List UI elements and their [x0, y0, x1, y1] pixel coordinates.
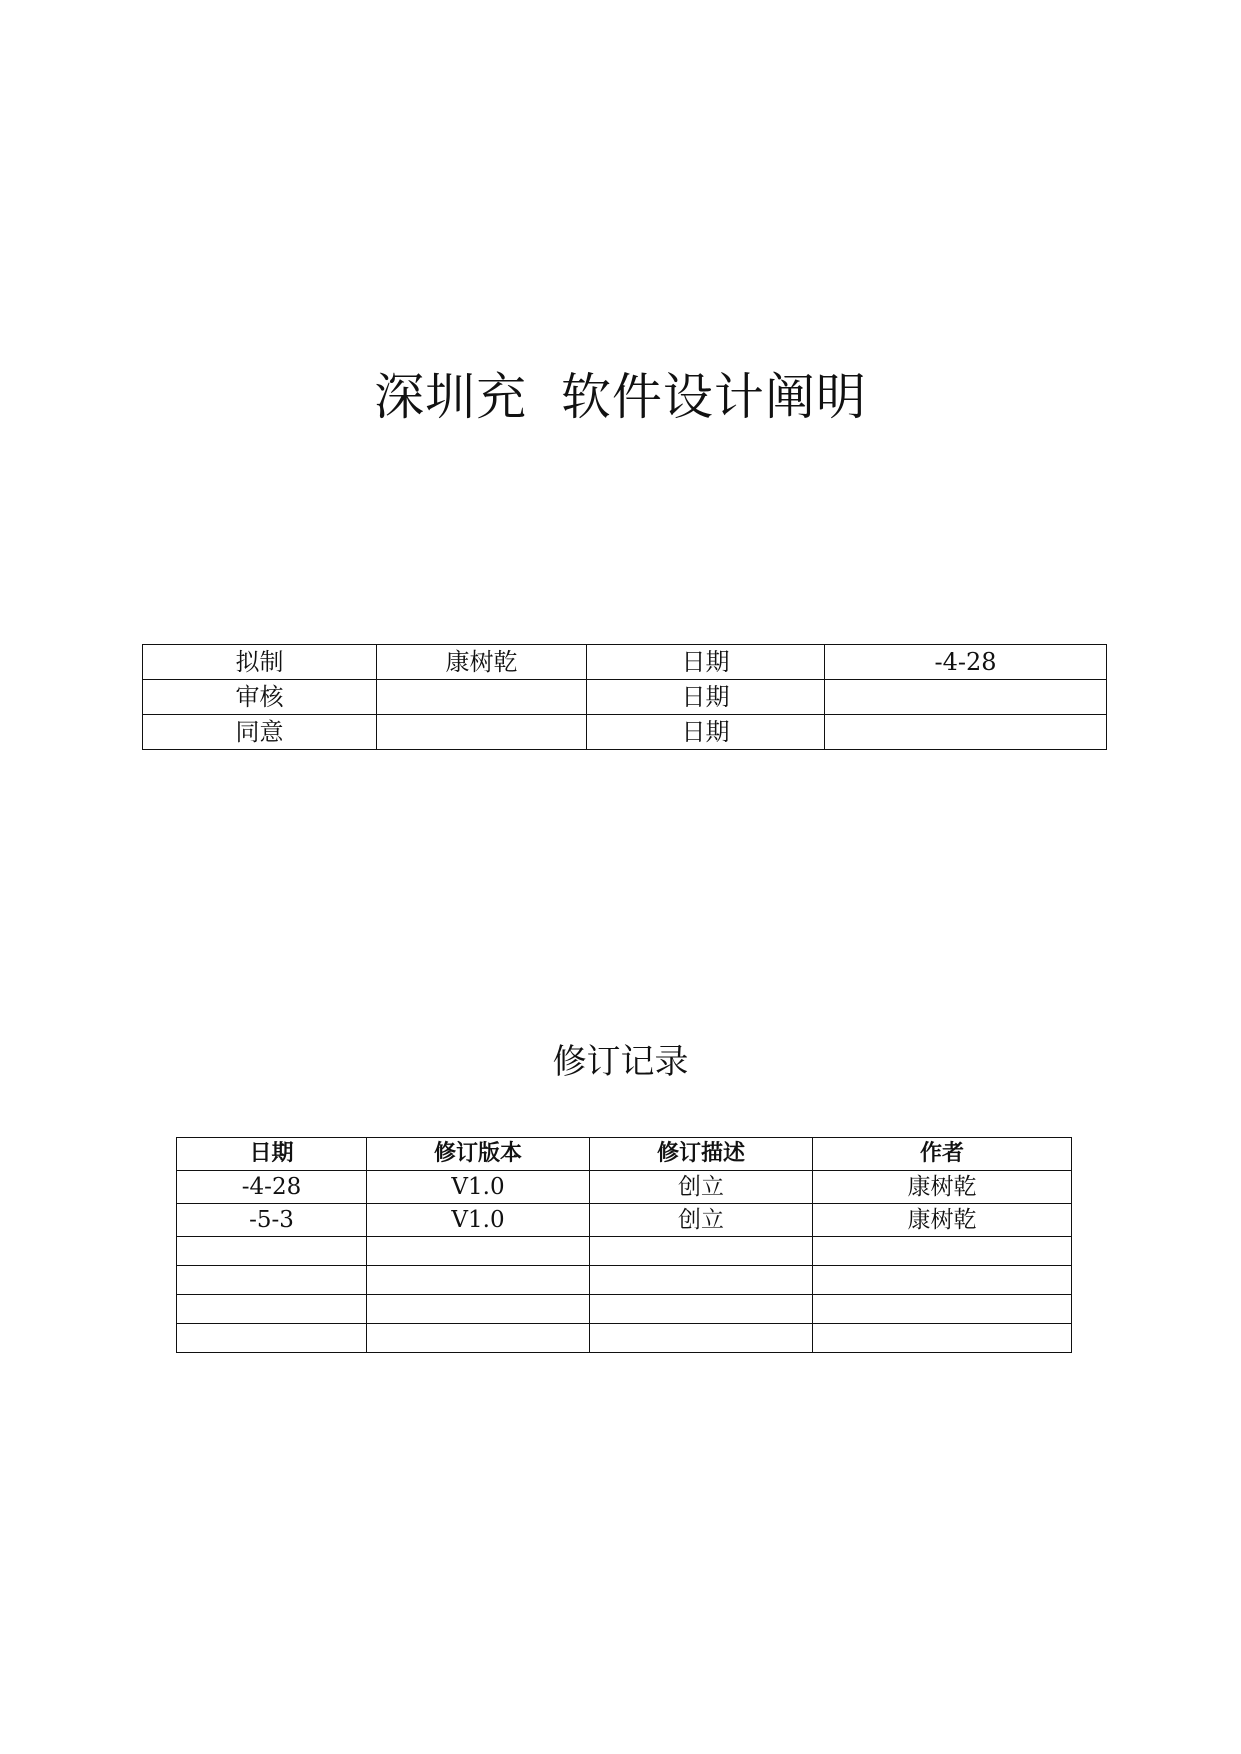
approval-date: [825, 680, 1107, 715]
revision-header-version: 修订版本: [367, 1138, 590, 1171]
approval-row-reviewed: [143, 680, 1107, 715]
revision-row: [177, 1324, 1072, 1353]
revision-description: [590, 1266, 813, 1295]
revision-author: [813, 1266, 1072, 1295]
revision-row: [177, 1204, 1072, 1237]
revision-author: 康树乾: [813, 1171, 1072, 1204]
revision-header-description: 修订描述: [590, 1138, 813, 1171]
revision-date: -5-3: [177, 1204, 367, 1237]
document-title-part1: 深圳充: [374, 368, 528, 426]
revision-author: [813, 1237, 1072, 1266]
approval-name: [377, 715, 587, 750]
revision-version: V1.0: [367, 1204, 590, 1237]
revision-date: [177, 1266, 367, 1295]
revision-header-row: [177, 1138, 1072, 1171]
revision-description: [590, 1324, 813, 1353]
approval-label: 拟制: [143, 645, 377, 680]
approval-name: [377, 680, 587, 715]
revision-description: [590, 1237, 813, 1266]
revision-row: [177, 1237, 1072, 1266]
revision-description: [590, 1295, 813, 1324]
approval-label: 同意: [143, 715, 377, 750]
approval-name: 康树乾: [377, 645, 587, 680]
approval-row-drafted: [143, 645, 1107, 680]
revision-version: [367, 1266, 590, 1295]
revision-version: V1.0: [367, 1171, 590, 1204]
revision-date: [177, 1237, 367, 1266]
approval-date-label: 日期: [587, 645, 825, 680]
revision-description: 创立: [590, 1204, 813, 1237]
revision-description: 创立: [590, 1171, 813, 1204]
revision-version: [367, 1237, 590, 1266]
approval-date-label: 日期: [587, 680, 825, 715]
approval-date: [825, 715, 1107, 750]
revision-header-date: 日期: [177, 1138, 367, 1171]
approval-row-approved: [143, 715, 1107, 750]
document-title-part2: 软件设计阐明: [560, 368, 867, 426]
revision-header-author: 作者: [813, 1138, 1072, 1171]
revision-row: [177, 1171, 1072, 1204]
revision-author: [813, 1295, 1072, 1324]
revision-version: [367, 1324, 590, 1353]
approval-date-label: 日期: [587, 715, 825, 750]
revision-date: [177, 1295, 367, 1324]
revision-author: 康树乾: [813, 1204, 1072, 1237]
revision-row: [177, 1266, 1072, 1295]
revision-version: [367, 1295, 590, 1324]
revision-heading: 修订记录: [552, 1042, 689, 1082]
revision-date: [177, 1324, 367, 1353]
revision-row: [177, 1295, 1072, 1324]
document-title-gap: [527, 368, 561, 426]
approval-date: -4-28: [825, 645, 1107, 680]
revision-table: [176, 1137, 1072, 1353]
document-title: [0, 362, 1241, 432]
revision-date: -4-28: [177, 1171, 367, 1204]
approval-label: 审核: [143, 680, 377, 715]
approval-table: [142, 644, 1107, 750]
revision-author: [813, 1324, 1072, 1353]
